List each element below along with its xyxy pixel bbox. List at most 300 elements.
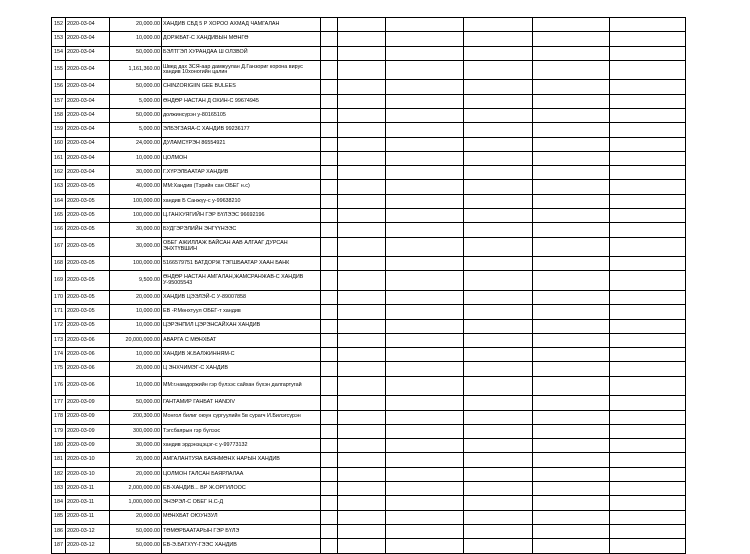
empty-cell (610, 510, 686, 524)
row-number: 165 (52, 209, 66, 223)
empty-cell (464, 348, 533, 362)
row-number: 154 (52, 46, 66, 60)
row-description: Тэгсбаярын гэр бүлээс (162, 424, 321, 438)
table-row (52, 305, 686, 319)
row-description: ТӨМӨРБААТАРЫН ГЭР БҮЛЭ (162, 524, 321, 538)
row-description: АВАРГА С МӨНХБАТ (162, 333, 321, 347)
table-row (52, 223, 686, 237)
row-number: 162 (52, 166, 66, 180)
table-row (52, 348, 686, 362)
empty-cell (321, 290, 338, 304)
row-description: ГАНТАМИР ГАНБАТ HANDIV (162, 396, 321, 410)
table-row (52, 60, 686, 80)
row-description: ДОРЖБАТ-С ХАНДИВЫН МӨНГӨ (162, 32, 321, 46)
row-number: 164 (52, 194, 66, 208)
row-amount: 10,000.00 (110, 348, 162, 362)
empty-cell (464, 467, 533, 481)
row-date: 2020-03-12 (66, 539, 110, 553)
empty-cell (321, 424, 338, 438)
row-date: 2020-03-04 (66, 60, 110, 80)
empty-cell (338, 496, 386, 510)
empty-cell (533, 46, 610, 60)
row-description: ӨНДӨР НАСТАН Д ОХИН-С 99674945 (162, 94, 321, 108)
row-description: хандив эрдэнэцэцэг-с у-99773132 (162, 439, 321, 453)
empty-cell (464, 362, 533, 376)
row-date: 2020-03-04 (66, 108, 110, 122)
empty-cell (386, 467, 464, 481)
empty-cell (321, 348, 338, 362)
row-date: 2020-03-09 (66, 439, 110, 453)
empty-cell (386, 424, 464, 438)
row-number: 186 (52, 524, 66, 538)
empty-cell (464, 223, 533, 237)
empty-cell (610, 180, 686, 194)
empty-cell (464, 439, 533, 453)
row-description: ММ:Хандив (Тэрийн сан ОБЕГ н.с) (162, 180, 321, 194)
empty-cell (321, 60, 338, 80)
row-number: 184 (52, 496, 66, 510)
empty-cell (321, 151, 338, 165)
row-date: 2020-03-05 (66, 223, 110, 237)
row-amount: 100,000.00 (110, 194, 162, 208)
empty-cell (610, 333, 686, 347)
empty-cell (386, 439, 464, 453)
row-amount: 100,000.00 (110, 209, 162, 223)
empty-cell (338, 257, 386, 271)
table-row (52, 376, 686, 396)
row-description: 5166579751 БАТДОРЖ ТЭГШБААТАР ХААН БАНК (162, 257, 321, 271)
row-amount: 50,000.00 (110, 108, 162, 122)
empty-cell (610, 467, 686, 481)
empty-cell (321, 237, 338, 257)
empty-cell (610, 424, 686, 438)
empty-cell (386, 32, 464, 46)
row-amount: 30,000.00 (110, 237, 162, 257)
empty-cell (338, 223, 386, 237)
row-number: 159 (52, 123, 66, 137)
table-row (52, 290, 686, 304)
empty-cell (321, 453, 338, 467)
row-date: 2020-03-06 (66, 376, 110, 396)
empty-cell (321, 510, 338, 524)
empty-cell (533, 348, 610, 362)
row-number: 167 (52, 237, 66, 257)
row-description: ДУЛАМСҮРЭН 86554921 (162, 137, 321, 151)
row-amount: 10,000.00 (110, 305, 162, 319)
empty-cell (533, 439, 610, 453)
table-row (52, 510, 686, 524)
empty-cell (338, 60, 386, 80)
row-number: 163 (52, 180, 66, 194)
row-description: БУДГЭРЭЛИЙН ЭНГҮҮНЭЭС (162, 223, 321, 237)
empty-cell (386, 194, 464, 208)
empty-cell (610, 396, 686, 410)
empty-cell (386, 223, 464, 237)
row-description: ЕВ-ХАНДИВ... ВР Ж.ОРГИЛООС (162, 482, 321, 496)
empty-cell (338, 209, 386, 223)
row-amount: 20,000,000.00 (110, 333, 162, 347)
empty-cell (533, 60, 610, 80)
empty-cell (321, 333, 338, 347)
table-row (52, 482, 686, 496)
empty-cell (386, 319, 464, 333)
empty-cell (321, 524, 338, 538)
row-description: хандив Б Санжүү-с у-99638210 (162, 194, 321, 208)
empty-cell (338, 237, 386, 257)
row-number: 177 (52, 396, 66, 410)
empty-cell (321, 180, 338, 194)
row-amount: 30,000.00 (110, 166, 162, 180)
empty-cell (338, 396, 386, 410)
row-number: 155 (52, 60, 66, 80)
empty-cell (533, 32, 610, 46)
row-number: 185 (52, 510, 66, 524)
row-number: 182 (52, 467, 66, 481)
empty-cell (386, 539, 464, 553)
empty-cell (321, 319, 338, 333)
table-row (52, 194, 686, 208)
empty-cell (338, 290, 386, 304)
empty-cell (321, 32, 338, 46)
empty-cell (464, 410, 533, 424)
row-date: 2020-03-09 (66, 424, 110, 438)
row-date: 2020-03-06 (66, 348, 110, 362)
empty-cell (533, 482, 610, 496)
empty-cell (533, 510, 610, 524)
empty-cell (610, 94, 686, 108)
row-date: 2020-03-04 (66, 32, 110, 46)
row-date: 2020-03-11 (66, 510, 110, 524)
row-amount: 50,000.00 (110, 524, 162, 538)
row-amount: 20,000.00 (110, 467, 162, 481)
row-amount: 10,000.00 (110, 376, 162, 396)
empty-cell (610, 151, 686, 165)
row-amount: 20,000.00 (110, 290, 162, 304)
table-row (52, 496, 686, 510)
empty-cell (386, 362, 464, 376)
row-amount: 50,000.00 (110, 80, 162, 94)
empty-cell (533, 123, 610, 137)
empty-cell (338, 166, 386, 180)
empty-cell (464, 194, 533, 208)
empty-cell (464, 290, 533, 304)
empty-cell (386, 510, 464, 524)
empty-cell (610, 290, 686, 304)
empty-cell (338, 180, 386, 194)
empty-cell (338, 18, 386, 32)
row-amount: 50,000.00 (110, 396, 162, 410)
empty-cell (338, 348, 386, 362)
empty-cell (610, 319, 686, 333)
row-description: ЦОЛМОН (162, 151, 321, 165)
row-number: 157 (52, 94, 66, 108)
empty-cell (533, 223, 610, 237)
empty-cell (386, 80, 464, 94)
empty-cell (464, 166, 533, 180)
empty-cell (321, 496, 338, 510)
empty-cell (464, 60, 533, 80)
empty-cell (464, 257, 533, 271)
empty-cell (533, 319, 610, 333)
empty-cell (386, 151, 464, 165)
empty-cell (610, 257, 686, 271)
row-number: 187 (52, 539, 66, 553)
empty-cell (464, 180, 533, 194)
empty-cell (338, 482, 386, 496)
row-date: 2020-03-04 (66, 18, 110, 32)
table-row (52, 271, 686, 291)
row-description: ЦЭРЭНПИЛ ЦЭРЭНСАЙХАН ХАНДИВ (162, 319, 321, 333)
empty-cell (533, 376, 610, 396)
empty-cell (464, 524, 533, 538)
row-amount: 9,500.00 (110, 271, 162, 291)
empty-cell (464, 333, 533, 347)
empty-cell (338, 108, 386, 122)
empty-cell (386, 237, 464, 257)
empty-cell (386, 396, 464, 410)
empty-cell (610, 194, 686, 208)
row-number: 172 (52, 319, 66, 333)
row-amount: 20,000.00 (110, 18, 162, 32)
empty-cell (610, 496, 686, 510)
empty-cell (386, 410, 464, 424)
empty-cell (321, 362, 338, 376)
row-description: Швед дах ЗСЯ-аар дамжуулан Д.Ганзориг корона вирус хандив 10хоногийн цалин (162, 60, 321, 80)
empty-cell (533, 467, 610, 481)
empty-cell (533, 137, 610, 151)
empty-cell (610, 305, 686, 319)
empty-cell (338, 510, 386, 524)
empty-cell (610, 410, 686, 424)
row-date: 2020-03-06 (66, 333, 110, 347)
empty-cell (338, 539, 386, 553)
empty-cell (338, 424, 386, 438)
empty-cell (533, 108, 610, 122)
empty-cell (610, 362, 686, 376)
table-row (52, 396, 686, 410)
table-row (52, 257, 686, 271)
row-amount: 20,000.00 (110, 362, 162, 376)
empty-cell (533, 333, 610, 347)
empty-cell (386, 257, 464, 271)
row-amount: 30,000.00 (110, 223, 162, 237)
empty-cell (464, 237, 533, 257)
empty-cell (533, 194, 610, 208)
empty-cell (321, 223, 338, 237)
empty-cell (321, 166, 338, 180)
row-description: ХАНДИВ Ж.БАЛЖИННЯМ-С (162, 348, 321, 362)
empty-cell (338, 194, 386, 208)
row-number: 170 (52, 290, 66, 304)
empty-cell (321, 271, 338, 291)
row-date: 2020-03-09 (66, 410, 110, 424)
empty-cell (610, 80, 686, 94)
empty-cell (464, 453, 533, 467)
empty-cell (386, 18, 464, 32)
empty-cell (464, 305, 533, 319)
row-date: 2020-03-05 (66, 290, 110, 304)
empty-cell (464, 108, 533, 122)
table-row (52, 319, 686, 333)
empty-cell (321, 137, 338, 151)
table-row (52, 539, 686, 553)
empty-cell (464, 151, 533, 165)
row-date: 2020-03-04 (66, 80, 110, 94)
table-row (52, 424, 686, 438)
row-description: ММ:г.намдоржийн гэр бүлээс сайхан бүхэн далгартугай (162, 376, 321, 396)
table-row (52, 18, 686, 32)
empty-cell (610, 108, 686, 122)
empty-cell (386, 524, 464, 538)
table-row (52, 180, 686, 194)
row-number: 156 (52, 80, 66, 94)
row-description: CHINZORIGIIN GEE BULEES (162, 80, 321, 94)
empty-cell (464, 32, 533, 46)
empty-cell (338, 94, 386, 108)
empty-cell (610, 18, 686, 32)
empty-cell (464, 496, 533, 510)
table-row (52, 80, 686, 94)
empty-cell (610, 376, 686, 396)
row-amount: 20,000.00 (110, 453, 162, 467)
empty-cell (610, 539, 686, 553)
table-row (52, 333, 686, 347)
row-description: МӨНХБАТ ОЮУНЗУЛ (162, 510, 321, 524)
empty-cell (533, 305, 610, 319)
row-description: Монгол билиг оюун сургуулийн 5в сурагч И.Билэгсүрэн (162, 410, 321, 424)
empty-cell (386, 108, 464, 122)
empty-cell (386, 94, 464, 108)
row-number: 178 (52, 410, 66, 424)
row-amount: 1,161,360.00 (110, 60, 162, 80)
row-number: 168 (52, 257, 66, 271)
table-row (52, 524, 686, 538)
empty-cell (610, 271, 686, 291)
empty-cell (386, 271, 464, 291)
empty-cell (610, 237, 686, 257)
empty-cell (338, 305, 386, 319)
row-number: 161 (52, 151, 66, 165)
row-date: 2020-03-11 (66, 482, 110, 496)
empty-cell (321, 46, 338, 60)
empty-cell (338, 410, 386, 424)
row-date: 2020-03-11 (66, 496, 110, 510)
empty-cell (338, 271, 386, 291)
empty-cell (338, 46, 386, 60)
empty-cell (386, 453, 464, 467)
row-number: 173 (52, 333, 66, 347)
empty-cell (338, 137, 386, 151)
table-row (52, 108, 686, 122)
row-amount: 50,000.00 (110, 46, 162, 60)
empty-cell (464, 396, 533, 410)
table-row (52, 46, 686, 60)
row-date: 2020-03-12 (66, 524, 110, 538)
row-number: 160 (52, 137, 66, 151)
empty-cell (464, 46, 533, 60)
donation-ledger-table (51, 17, 686, 554)
empty-cell (533, 271, 610, 291)
empty-cell (321, 209, 338, 223)
row-date: 2020-03-04 (66, 94, 110, 108)
row-date: 2020-03-10 (66, 467, 110, 481)
row-description: должинсүрэн у-80165105 (162, 108, 321, 122)
empty-cell (338, 439, 386, 453)
empty-cell (386, 123, 464, 137)
row-number: 180 (52, 439, 66, 453)
empty-cell (386, 209, 464, 223)
row-amount: 10,000.00 (110, 319, 162, 333)
row-description: ЕВ -Р.Мөнхтуул ОБЕГ-т хандив (162, 305, 321, 319)
empty-cell (533, 453, 610, 467)
empty-cell (464, 539, 533, 553)
row-date: 2020-03-05 (66, 194, 110, 208)
empty-cell (464, 424, 533, 438)
empty-cell (610, 137, 686, 151)
row-amount: 10,000.00 (110, 151, 162, 165)
row-number: 174 (52, 348, 66, 362)
empty-cell (338, 123, 386, 137)
row-number: 179 (52, 424, 66, 438)
empty-cell (338, 80, 386, 94)
row-amount: 20,000.00 (110, 510, 162, 524)
row-description: ЭНЭРЭЛ-С ОБЕГ Н.С-Д (162, 496, 321, 510)
empty-cell (610, 223, 686, 237)
row-description: ӨНДӨР НАСТАН АМГАЛАН,ЖАМСРАНЖАВ-С ХАНДИВ У-95005543 (162, 271, 321, 291)
row-description: ЦОЛМОН ГАЛСАН БАЯРЛАЛАА (162, 467, 321, 481)
row-number: 176 (52, 376, 66, 396)
row-amount: 200,300.00 (110, 410, 162, 424)
row-number: 158 (52, 108, 66, 122)
empty-cell (321, 376, 338, 396)
table-row (52, 362, 686, 376)
empty-cell (386, 348, 464, 362)
empty-cell (321, 439, 338, 453)
empty-cell (533, 362, 610, 376)
empty-cell (610, 524, 686, 538)
empty-cell (386, 180, 464, 194)
empty-cell (464, 137, 533, 151)
row-description: Ц.ГАНХУЯГИЙН ГЭР БҮЛЭЭС 96692196 (162, 209, 321, 223)
empty-cell (321, 257, 338, 271)
row-description: Г.ХҮРЭЛБААТАР ХАНДИВ (162, 166, 321, 180)
table-row (52, 237, 686, 257)
empty-cell (321, 305, 338, 319)
empty-cell (321, 410, 338, 424)
empty-cell (464, 271, 533, 291)
ledger-body (52, 18, 686, 554)
row-amount: 40,000.00 (110, 180, 162, 194)
row-number: 175 (52, 362, 66, 376)
empty-cell (386, 60, 464, 80)
empty-cell (610, 209, 686, 223)
row-date: 2020-03-05 (66, 209, 110, 223)
empty-cell (533, 209, 610, 223)
empty-cell (464, 123, 533, 137)
row-date: 2020-03-09 (66, 396, 110, 410)
row-number: 166 (52, 223, 66, 237)
row-number: 181 (52, 453, 66, 467)
row-amount: 50,000.00 (110, 539, 162, 553)
empty-cell (610, 46, 686, 60)
empty-cell (321, 80, 338, 94)
empty-cell (386, 333, 464, 347)
empty-cell (610, 453, 686, 467)
row-description: ЭЛБЭГЗАЯА-С ХАНДИВ 99236177 (162, 123, 321, 137)
table-row (52, 94, 686, 108)
row-date: 2020-03-04 (66, 46, 110, 60)
row-date: 2020-03-05 (66, 257, 110, 271)
